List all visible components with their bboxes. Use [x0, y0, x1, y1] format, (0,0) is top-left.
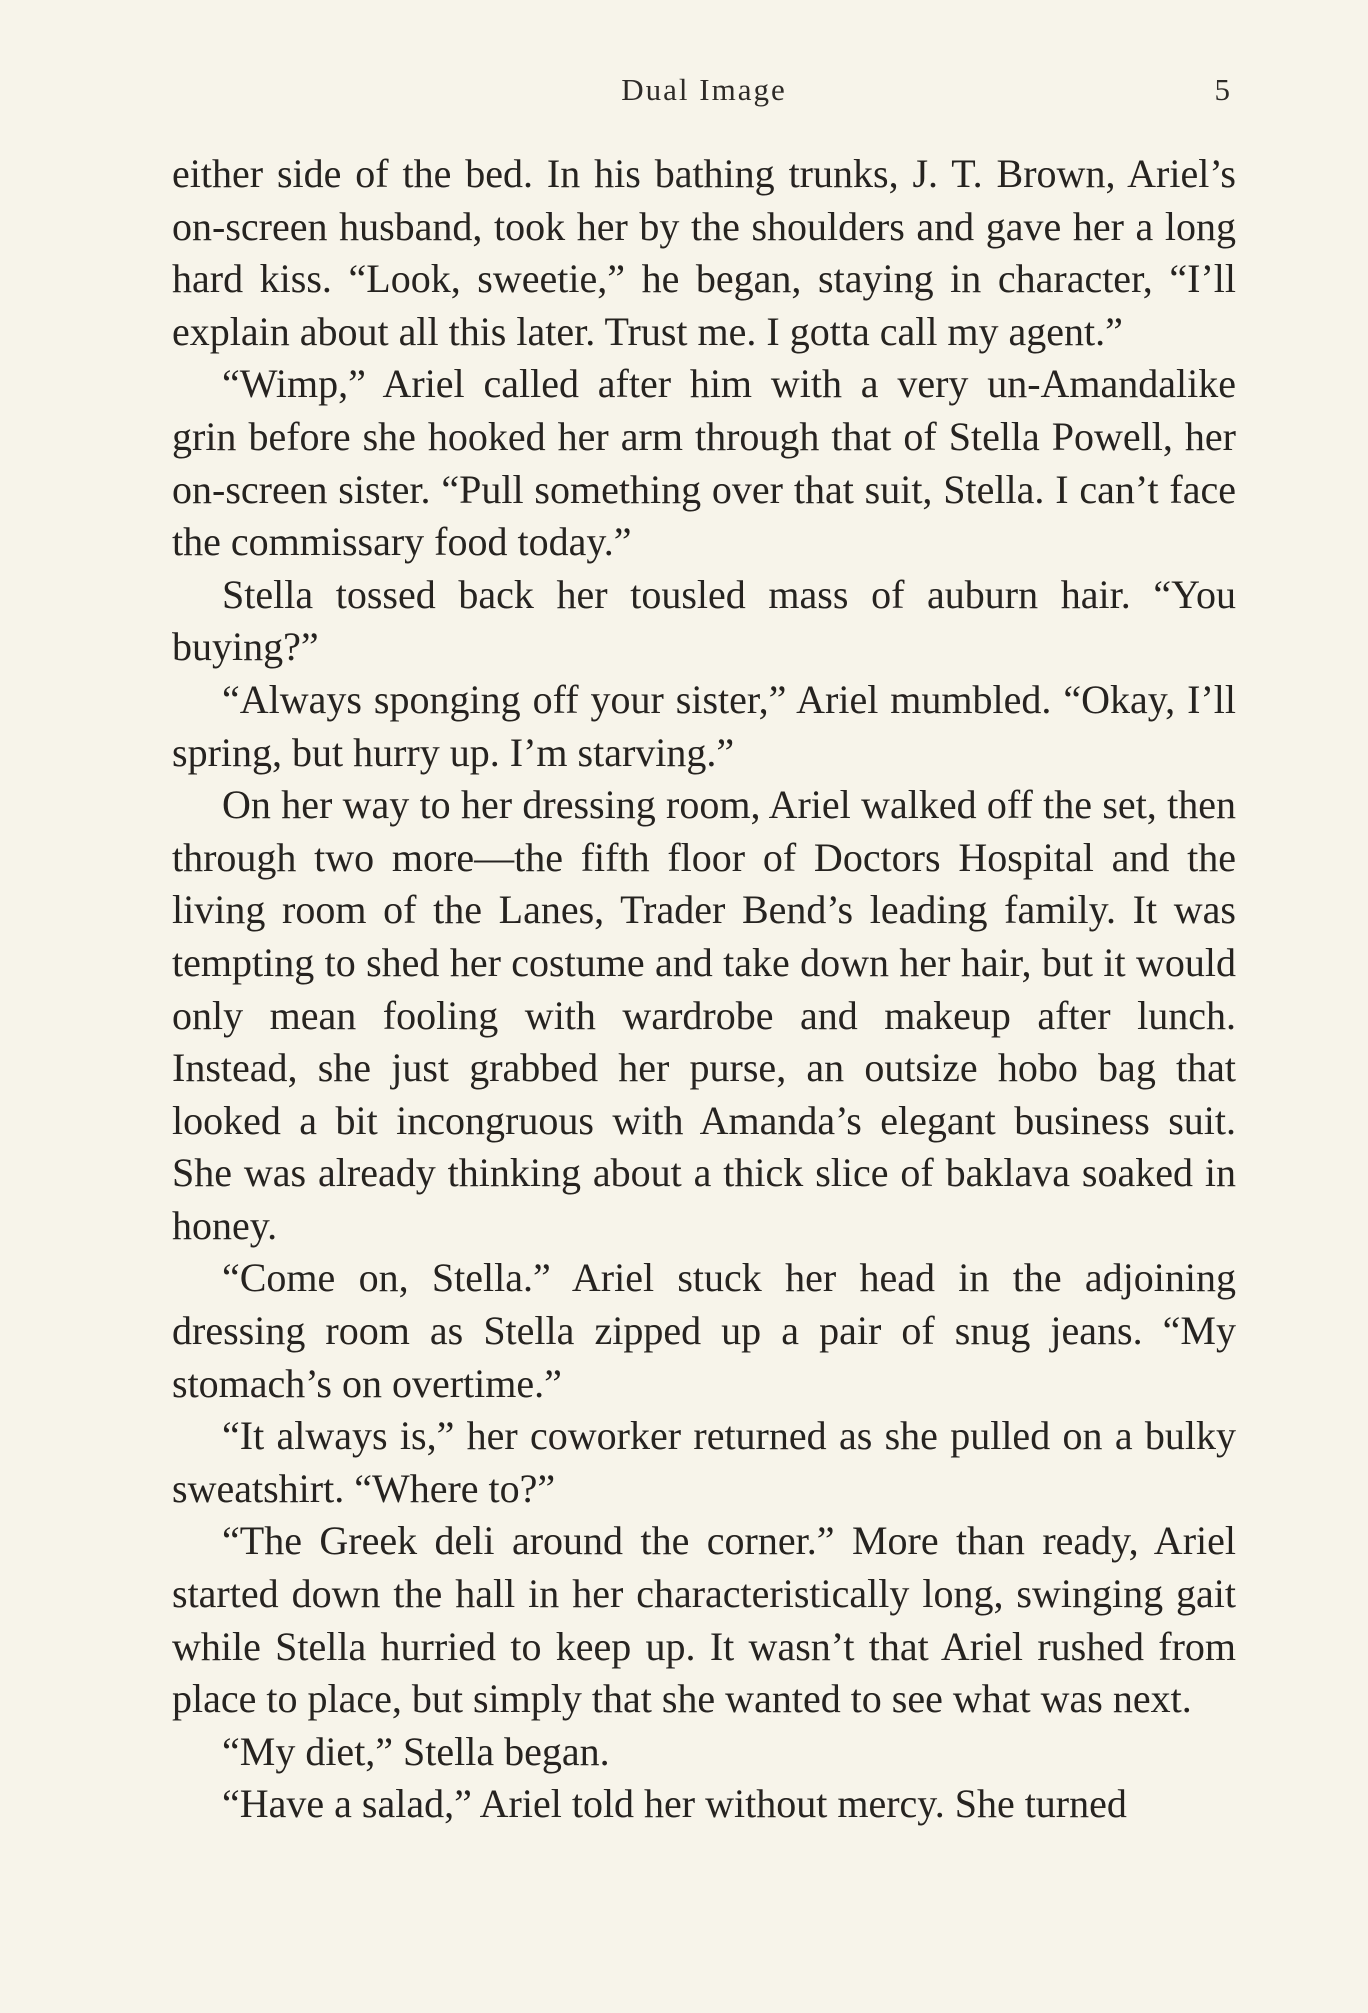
paragraph: “Have a salad,” Ariel told her without mercy. She turned — [222, 1781, 1127, 1827]
paragraph: “My diet,” Stella began. — [222, 1728, 610, 1774]
paragraph: “Always sponging off your sister,” Ariel mumbled. “Okay, I’ll spring, but hurry up. I’m starving.” — [172, 676, 1236, 775]
running-head — [172, 72, 1236, 122]
paragraph: “It always is,” her coworker returned as she pulled on a bulky sweatshirt. “Where to?” — [172, 1413, 1236, 1511]
running-title: Dual Image — [621, 72, 787, 107]
paragraph: Stella tossed back her tousled mass of auburn hair. “You buying?” — [172, 571, 1236, 670]
paragraph: “The Greek deli around the corner.” More than ready, Ariel started down the hall in her characteristically long, swinging gait while Stella hurried to keep up. It wasn’t that Ariel rushed from place to place, but simply that she wanted to see what was next. — [172, 1518, 1236, 1722]
body-text — [172, 148, 1236, 1831]
paragraph: either side of the bed. In his bathing trunks, J. T. Brown, Ariel’s on-screen husband, took her by the shoulders and gave her a long hard kiss. “Look, sweetie,” he began, staying in character, “I’ll explain about all this later. Trust me. I gotta call my agent.” — [172, 151, 1236, 354]
paragraph: “Wimp,” Ariel called after him with a very un-Amandalike grin before she hooked her arm through that of Stella Powell, her on-screen sister. “Pull something over that suit, Stella. I can’t face the commissary food today.” — [172, 361, 1236, 565]
paragraph: “Come on, Stella.” Ariel stuck her head in the adjoining dressing room as Stella zipped up a pair of snug jeans. “My stomach’s on overtime.” — [172, 1255, 1236, 1406]
page-number: 5 — [1214, 72, 1230, 107]
paragraph: On her way to her dressing room, Ariel walked off the set, then through two more—the fifth floor of Doctors Hospital and the living room of the Lanes, Trader Bend’s leading family. It was tempting to shed her costume and take down her hair, but it would only mean fooling with wardrobe and makeup after lunch. Instead, she just grabbed her purse, an outsize hobo bag that looked a bit incongruous with Amanda’s elegant business suit. She was already thinking about a thick slice of baklava soaked in honey. — [172, 782, 1236, 1248]
